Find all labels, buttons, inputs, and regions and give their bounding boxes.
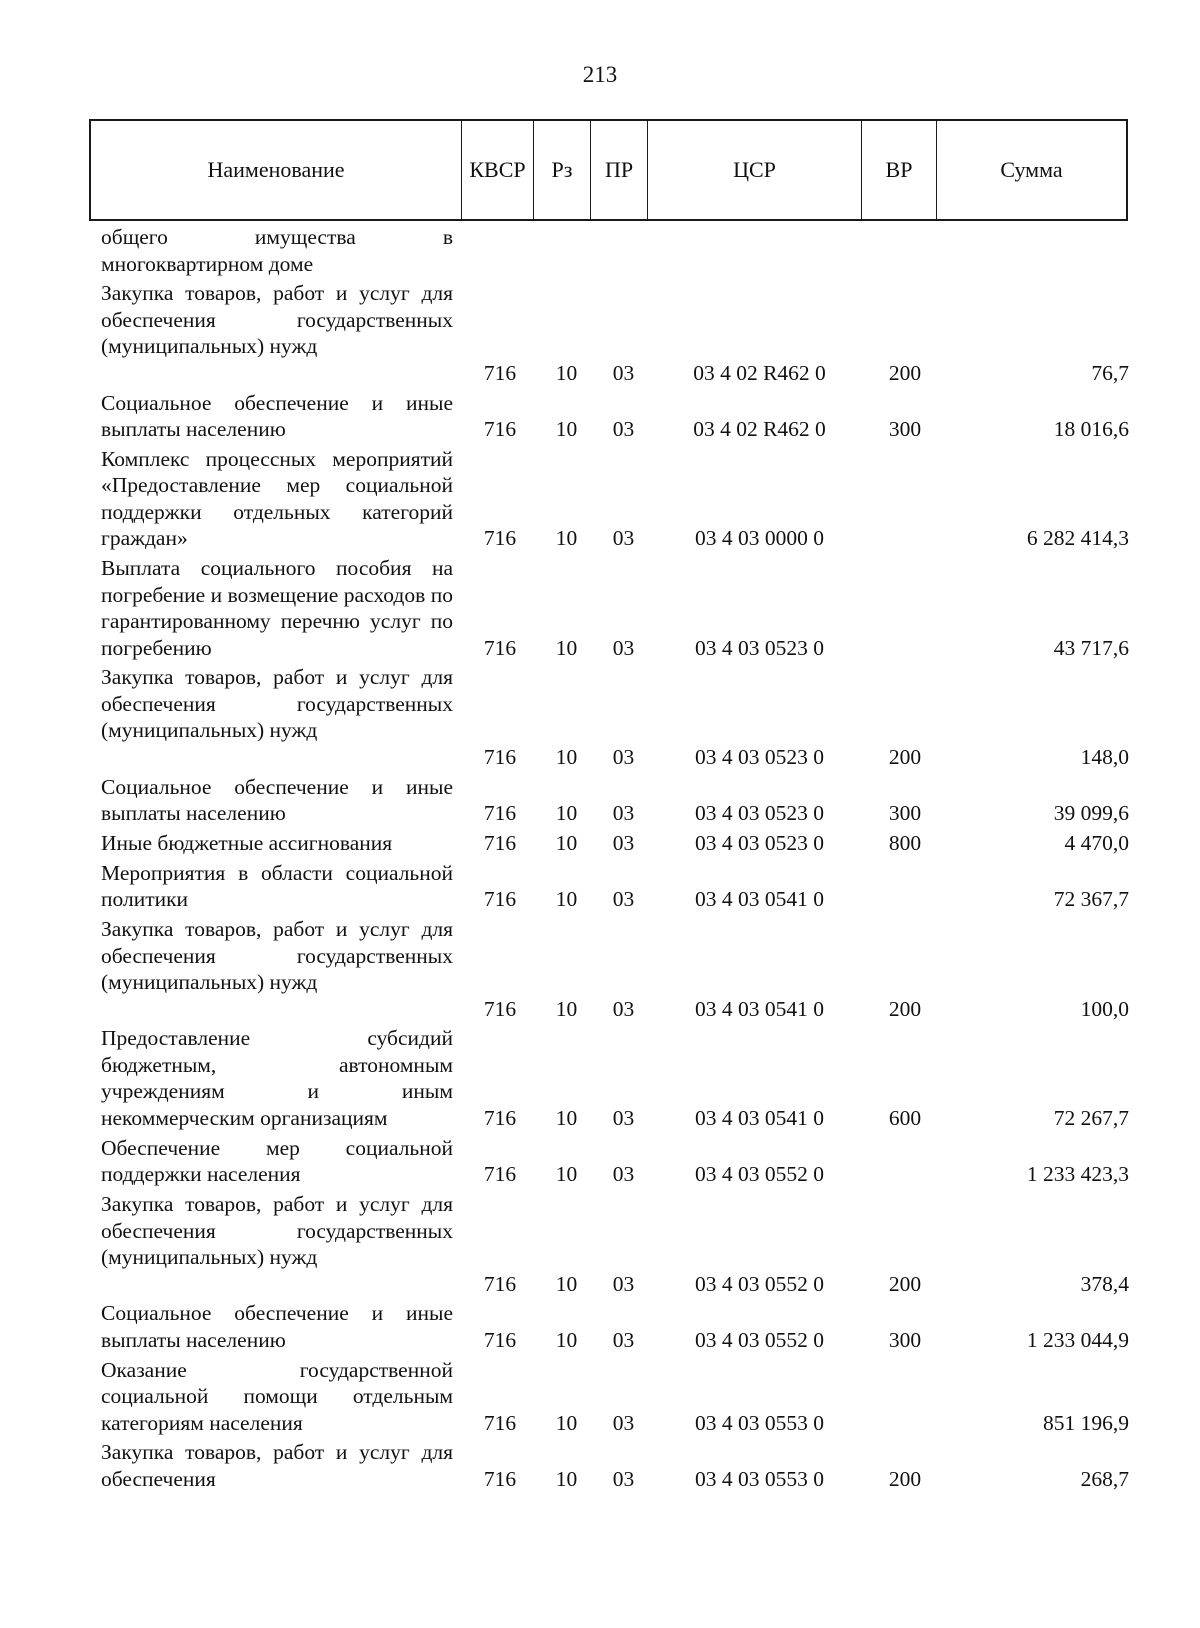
- row-csr: 03 4 03 0000 0: [695, 526, 824, 551]
- row-vr: [867, 635, 943, 662]
- row-pr: 03: [612, 1271, 635, 1296]
- row-rz: [538, 251, 595, 278]
- table-row: [0, 1439, 1200, 1495]
- row-rz: 10: [555, 1105, 578, 1130]
- row-pr: 03: [612, 360, 635, 385]
- row-sum: 100,0: [1080, 996, 1129, 1021]
- row-kvsr: 716: [483, 996, 517, 1021]
- row-name: Оказание государственной социальной помощи отдельным категориям населения: [101, 1357, 453, 1435]
- row-sum: 851 196,9: [1043, 1410, 1129, 1435]
- table-row: [0, 1357, 1200, 1440]
- row-sum: 18 016,6: [1053, 417, 1129, 442]
- row-pr: 03: [612, 417, 635, 442]
- row-vr: [867, 525, 943, 552]
- row-pr: 03: [612, 1410, 635, 1435]
- row-rz: 10: [555, 360, 578, 385]
- row-kvsr: 716: [483, 801, 517, 826]
- row-vr: 800: [888, 831, 922, 856]
- row-csr: 03 4 02 R462 0: [693, 417, 826, 442]
- header-sum: Сумма: [1000, 157, 1063, 182]
- row-sum: [943, 251, 1129, 278]
- row-sum: 43 717,6: [1053, 635, 1129, 660]
- row-rz: 10: [555, 744, 578, 769]
- row-csr: 03 4 03 0523 0: [695, 744, 824, 769]
- row-name: Закупка товаров, работ и услуг для обеспечения: [101, 1440, 453, 1491]
- row-csr: 03 4 02 R462 0: [693, 360, 826, 385]
- row-rz: 10: [555, 887, 578, 912]
- row-kvsr: 716: [483, 1466, 517, 1491]
- row-name: Иные бюджетные ассигнования: [101, 831, 393, 856]
- row-rz: 10: [555, 1410, 578, 1435]
- table-row: [0, 860, 1200, 916]
- row-name: Закупка товаров, работ и услуг для обеспечения государственных (муниципальных) нужд: [101, 917, 453, 995]
- row-pr: 03: [612, 1466, 635, 1491]
- row-name: Комплекс процессных мероприятий «Предоставление мер социальной поддержки отдельных категорий граждан»: [101, 446, 453, 551]
- row-kvsr: 716: [483, 526, 517, 551]
- table-header: [89, 119, 1128, 221]
- row-sum: 6 282 414,3: [1026, 526, 1129, 551]
- row-vr: 200: [888, 996, 922, 1021]
- row-kvsr: 716: [483, 1327, 517, 1352]
- row-vr: 200: [888, 1271, 922, 1296]
- row-csr: [652, 251, 867, 278]
- row-sum: 378,4: [1080, 1271, 1129, 1296]
- row-name: Закупка товаров, работ и услуг для обеспечения государственных (муниципальных) нужд: [101, 665, 453, 743]
- table-row: [0, 280, 1200, 389]
- table-row: [0, 555, 1200, 664]
- row-csr: 03 4 03 0553 0: [695, 1410, 824, 1435]
- row-vr: [867, 1161, 943, 1188]
- row-kvsr: 716: [483, 360, 517, 385]
- table-row: [0, 224, 1200, 280]
- row-pr: 03: [612, 744, 635, 769]
- row-csr: 03 4 03 0553 0: [695, 1466, 824, 1491]
- row-name: Социальное обеспечение и иные выплаты населению: [101, 390, 453, 442]
- row-pr: 03: [612, 526, 635, 551]
- row-sum: 1 233 423,3: [1026, 1162, 1129, 1187]
- table-row: [0, 664, 1200, 773]
- row-rz: 10: [555, 1466, 578, 1491]
- row-csr: 03 4 03 0541 0: [695, 1105, 824, 1130]
- row-pr: 03: [612, 1327, 635, 1352]
- table-row: [0, 1135, 1200, 1191]
- row-kvsr: 716: [483, 1162, 517, 1187]
- row-pr: 03: [612, 996, 635, 1021]
- page-number: 213: [582, 62, 618, 87]
- row-csr: 03 4 03 0552 0: [695, 1271, 824, 1296]
- header-vr: ВР: [862, 121, 937, 219]
- row-csr: 03 4 03 0541 0: [695, 996, 824, 1021]
- row-name: Предоставление субсидий бюджетным, автономным учреждениям и иным некоммерческим организациям: [101, 1026, 453, 1130]
- row-csr: 03 4 03 0541 0: [695, 887, 824, 912]
- row-vr: 300: [888, 417, 922, 442]
- row-kvsr: 716: [483, 1271, 517, 1296]
- table-row: [0, 1025, 1200, 1134]
- row-kvsr: 716: [483, 417, 517, 442]
- row-rz: 10: [555, 526, 578, 551]
- table-row: [0, 1300, 1200, 1356]
- header-kvsr: КВСР: [462, 121, 534, 219]
- row-pr: 03: [612, 1162, 635, 1187]
- table-row: [0, 774, 1200, 830]
- row-name: Обеспечение мер социальной поддержки населения: [101, 1135, 453, 1187]
- row-vr: 600: [888, 1105, 922, 1130]
- row-kvsr: 716: [483, 635, 517, 660]
- header-pr: ПР: [591, 121, 648, 219]
- row-name: общего имущества в многоквартирном доме: [101, 225, 453, 276]
- table-row: [0, 446, 1200, 555]
- row-name: Выплата социального пособия на погребение и возмещение расходов по гарантированному перечню услуг по погребению: [101, 556, 453, 660]
- row-vr: 200: [888, 744, 922, 769]
- row-kvsr: 716: [483, 1410, 517, 1435]
- row-vr: [867, 1410, 943, 1437]
- row-kvsr: 716: [483, 831, 517, 856]
- header-rz: Рз: [534, 121, 591, 219]
- row-csr: 03 4 03 0523 0: [695, 831, 824, 856]
- table-body: [0, 224, 1200, 1496]
- row-rz: 10: [555, 1327, 578, 1352]
- row-sum: 1 233 044,9: [1026, 1327, 1129, 1352]
- row-rz: 10: [555, 1162, 578, 1187]
- row-pr: 03: [612, 831, 635, 856]
- row-sum: 4 470,0: [1064, 831, 1129, 856]
- row-pr: 03: [612, 801, 635, 826]
- row-sum: 268,7: [1080, 1466, 1129, 1491]
- header-name: Наименование: [91, 121, 462, 219]
- row-csr: 03 4 03 0523 0: [695, 801, 824, 826]
- table-row: [0, 830, 1200, 860]
- row-name: Закупка товаров, работ и услуг для обеспечения государственных (муниципальных) нужд: [101, 1192, 453, 1270]
- row-pr: 03: [612, 635, 635, 660]
- row-vr: 300: [888, 801, 922, 826]
- table-row: [0, 390, 1200, 446]
- row-rz: 10: [555, 831, 578, 856]
- row-rz: 10: [555, 635, 578, 660]
- row-sum: 76,7: [1091, 360, 1129, 385]
- row-kvsr: 716: [483, 744, 517, 769]
- row-vr: 200: [888, 360, 922, 385]
- row-sum: 148,0: [1080, 744, 1129, 769]
- table-row: [0, 1191, 1200, 1300]
- table-row: [0, 916, 1200, 1025]
- row-kvsr: 716: [483, 1105, 517, 1130]
- row-name: Социальное обеспечение и иные выплаты населению: [101, 1301, 453, 1352]
- row-csr: 03 4 03 0552 0: [695, 1162, 824, 1187]
- row-csr: 03 4 03 0523 0: [695, 635, 824, 660]
- row-pr: 03: [612, 887, 635, 912]
- row-pr: 03: [612, 1105, 635, 1130]
- row-vr: [867, 886, 943, 913]
- row-rz: 10: [555, 417, 578, 442]
- row-sum: 72 367,7: [1053, 887, 1129, 912]
- row-vr: 300: [888, 1327, 922, 1352]
- row-vr: 200: [888, 1466, 922, 1491]
- row-sum: 39 099,6: [1053, 801, 1129, 826]
- row-rz: 10: [555, 1271, 578, 1296]
- header-csr: ЦСР: [648, 121, 862, 219]
- row-name: Социальное обеспечение и иные выплаты населению: [101, 774, 453, 826]
- row-name: Мероприятия в области социальной политики: [101, 860, 453, 912]
- row-pr: [595, 251, 652, 278]
- row-rz: 10: [555, 996, 578, 1021]
- row-csr: 03 4 03 0552 0: [695, 1327, 824, 1352]
- row-kvsr: [462, 251, 538, 278]
- row-vr: [867, 251, 943, 278]
- row-kvsr: 716: [483, 887, 517, 912]
- row-name: Закупка товаров, работ и услуг для обеспечения государственных (муниципальных) нужд: [101, 281, 453, 359]
- row-sum: 72 267,7: [1053, 1105, 1129, 1130]
- row-rz: 10: [555, 801, 578, 826]
